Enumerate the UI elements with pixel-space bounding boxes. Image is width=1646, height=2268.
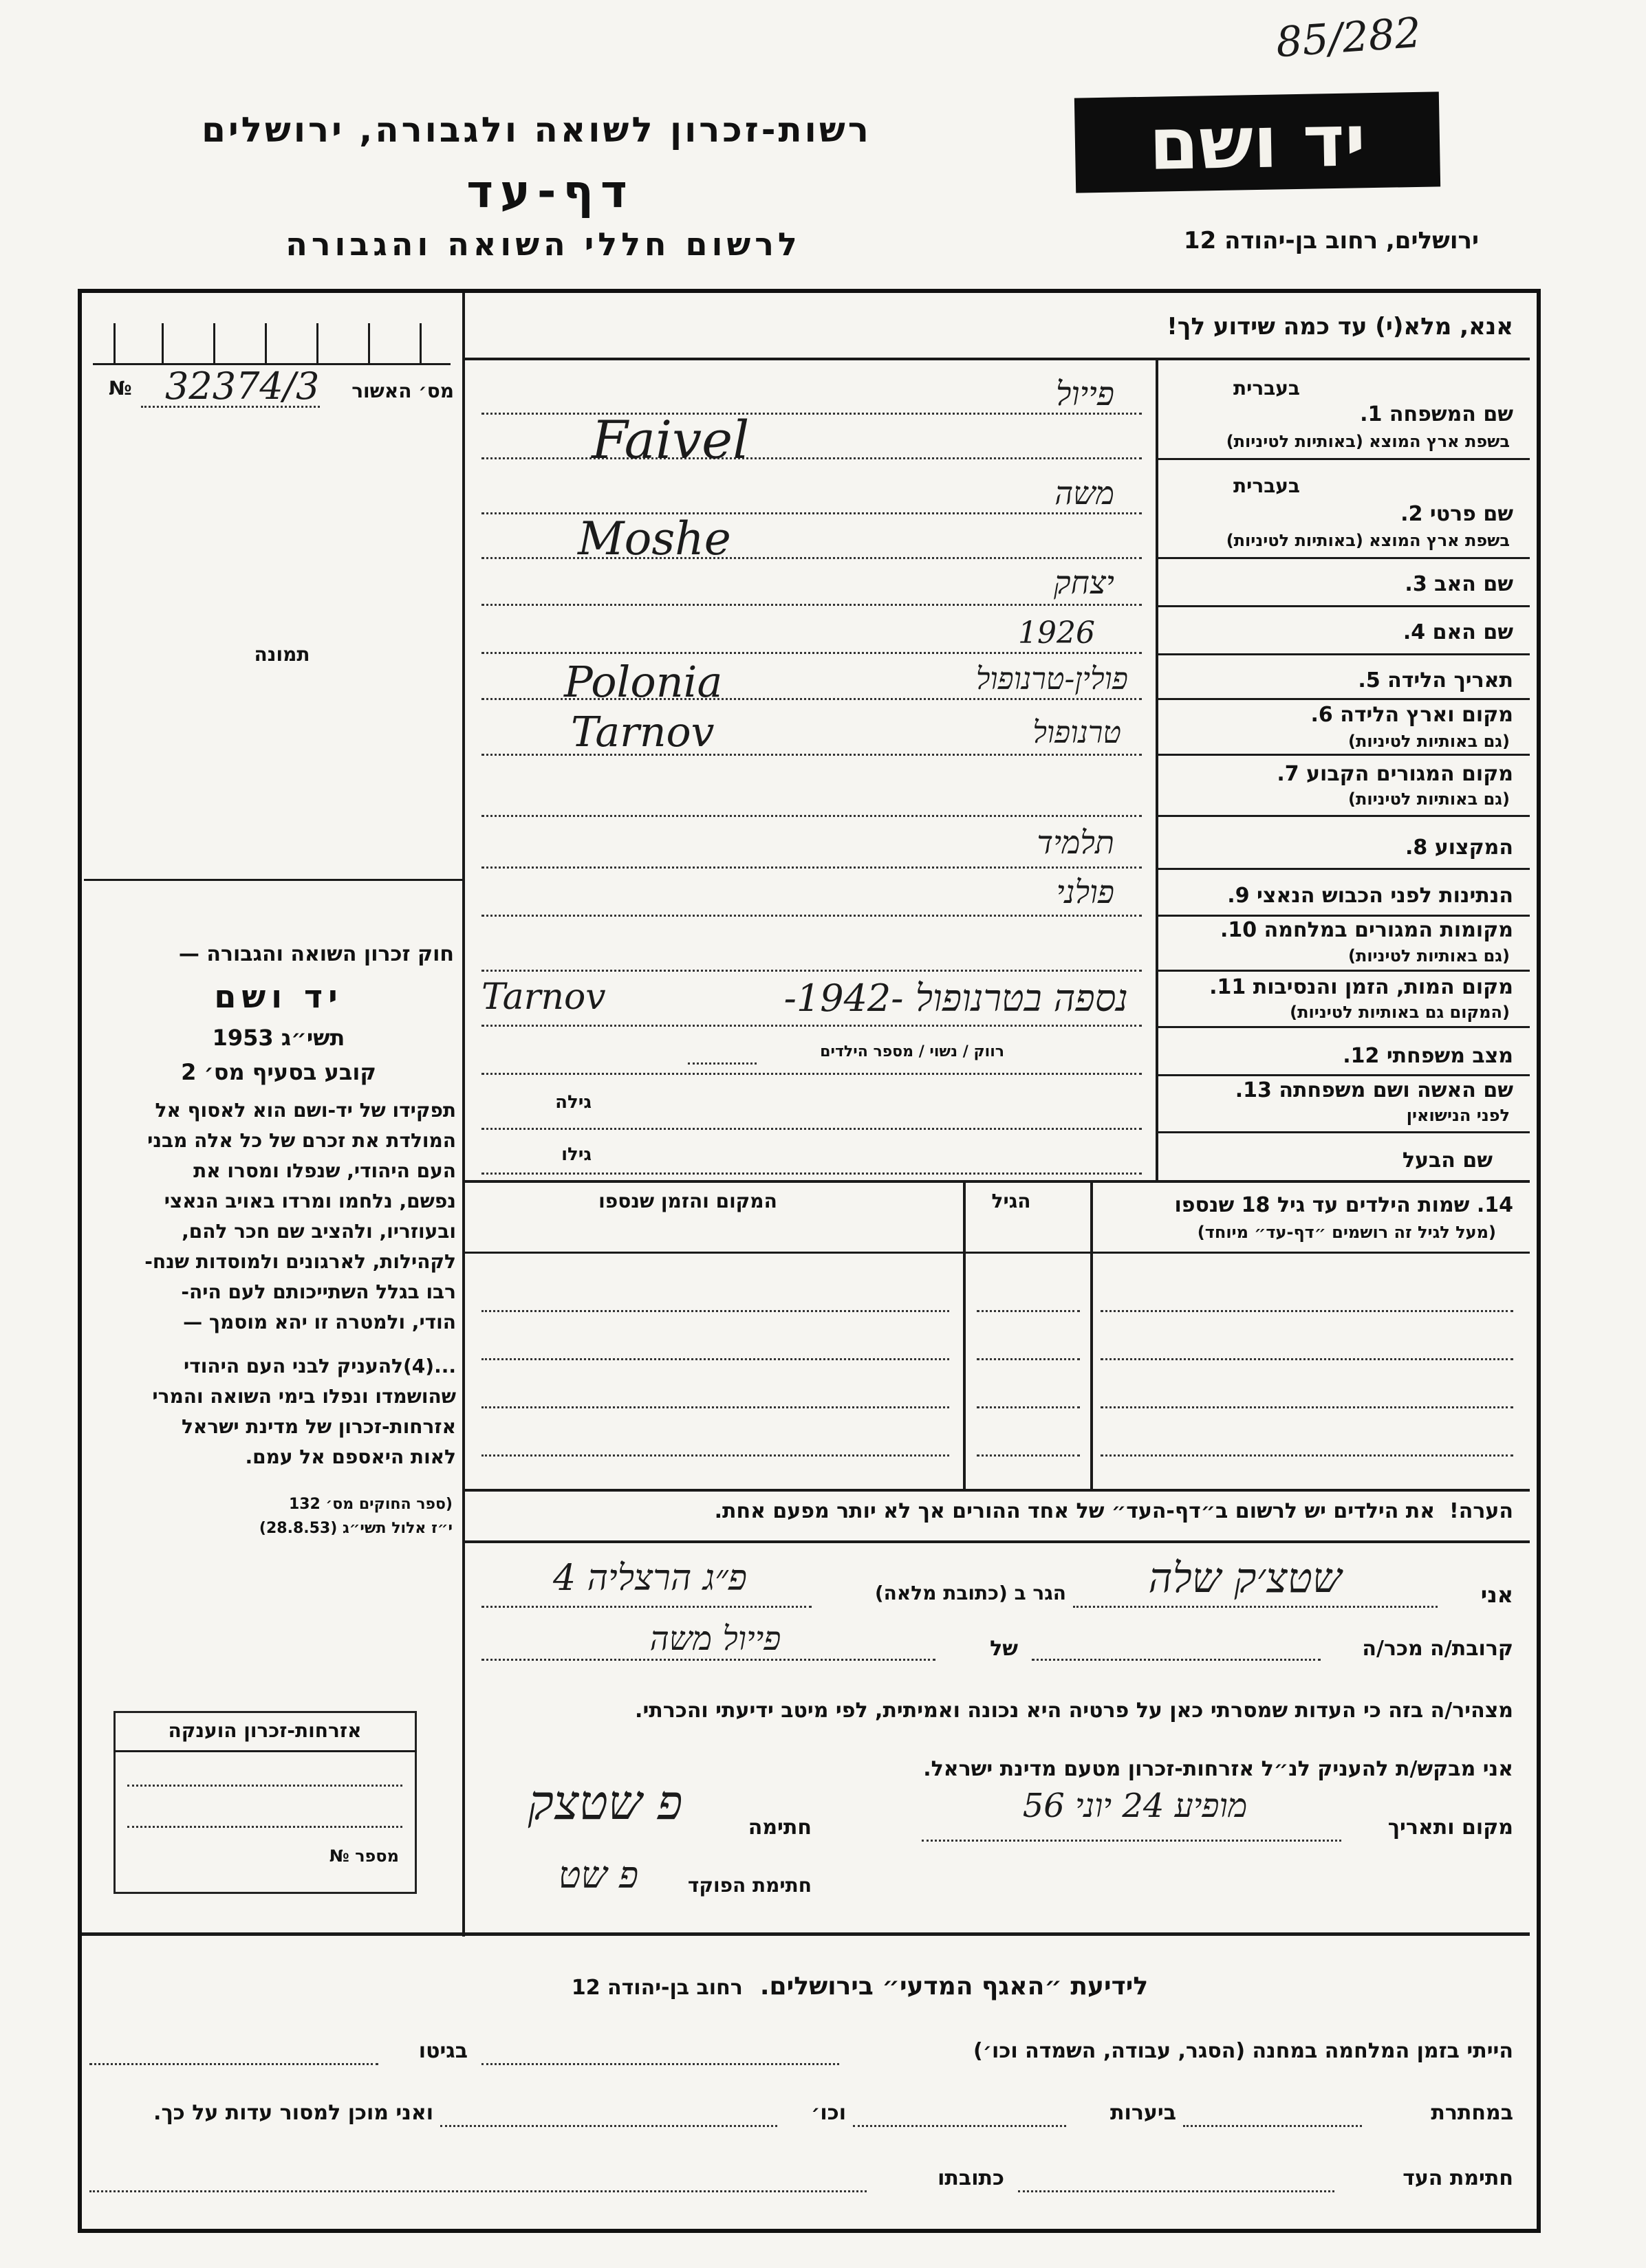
photo-label: תמונה <box>254 643 310 666</box>
law-title: חוק זכרון השואה והגבורה — <box>178 942 454 966</box>
value-birth-place-latin: Tarnov <box>571 708 715 756</box>
field-label-mother-name: שם האם 4. <box>1403 620 1513 644</box>
value-family-name-latin: Faivel <box>592 409 750 470</box>
law-line: שהושמדו ונפלו בימי השואה והמרי <box>152 1385 456 1408</box>
citizenship-box-number: מספר № <box>329 1846 399 1866</box>
value-profession: תלמיד <box>1037 824 1114 861</box>
victim-name: פייול משה <box>649 1620 781 1658</box>
field-label-birth-date: תאריך הלידה 5. <box>1358 668 1513 693</box>
of-label: של <box>990 1637 1018 1661</box>
file-number: 85/282 <box>1274 8 1423 67</box>
law-name: יד ושם <box>214 978 343 1015</box>
citizenship-box-title: אזרחות-זכרון הוענקה <box>168 1719 362 1742</box>
law-line: נפשם, נלחמו ומרדו באויב הנאצי <box>164 1190 456 1212</box>
citizenship-request: אני מבקש/ת להעניק לנ״ל אזרחות-זכרון מטעם מדינת ישראל. <box>923 1757 1513 1781</box>
witness-signature: פ שטצק <box>528 1774 683 1831</box>
husband-age-label: גילו <box>561 1144 592 1165</box>
relative-label: קרובת/ה מכר/ה <box>1362 1637 1513 1661</box>
value-death-place: נספה בטרנופול -1942- <box>783 977 1128 1020</box>
law-line: הודי, ולמטרה זו יהא מוסמך — <box>183 1311 456 1333</box>
footer-forests-label: ביערות <box>1110 2101 1176 2125</box>
value-birth-place: טרנופול <box>1032 715 1121 750</box>
field-label-husband-name: שם הבעל <box>1402 1148 1493 1173</box>
law-line: אזרחות-זכרון של מדינת ישראל <box>181 1415 456 1438</box>
authority-title: רשות-זכרון לשואה ולגבורה, ירושלים <box>202 110 871 150</box>
value-birth-date-latin: Polonia <box>564 657 723 707</box>
footer-witness-signature-label: חתימת העד <box>1403 2166 1513 2190</box>
yad-vashem-logo <box>1074 91 1440 193</box>
declaration-statement: מצהיר/ה בזה כי העדות שמסרתי כאן על פרטיה היא נכונה ואמיתית, לפי מיטב ידיעתי והכרתי. <box>635 1699 1513 1723</box>
law-line: ובעוזריו, ולהציב שם חכר להם, <box>182 1220 456 1243</box>
children-note: (מעל לגיל זה רושמים ״דף-עד״ מיוחד) <box>1197 1223 1496 1242</box>
field-label-wartime-residence: מקומות המגורים במלחמה 10. <box>1220 918 1513 942</box>
witness-name: שטצ׳ק שלה <box>1148 1554 1342 1602</box>
marital-options: רווק / נשוי / מספר הילדים <box>820 1043 1004 1060</box>
field-label-citizenship: הנתינות לפני הכבוש הנאצי 9. <box>1227 884 1513 908</box>
officer-signature: פ שט <box>558 1853 639 1897</box>
value-father-name: יצחק <box>1053 564 1114 601</box>
law-line: העם היהודי, שנפלו ומסרו את <box>193 1159 456 1182</box>
footer-camp-text: הייתי בזמן המלחמה במחנה (הסגר, עבודה, השמדה וכו׳) <box>973 2039 1513 2063</box>
field-label-marital-status: מצב משפחתי 12. <box>1343 1044 1513 1068</box>
form-subtitle: לרשום חללי השואה והגבורה <box>285 226 801 263</box>
note-text: הערה! את הילדים יש לרשום ב״דף-העד״ של אחד ההורים אך לא יותר מפעם אחת. <box>714 1499 1513 1523</box>
field-label-wife-name: שם האשה ושם משפחתה 13. <box>1235 1078 1513 1102</box>
field-label-death-place: מקום המות, הזמן והנסיבות 11. <box>1209 975 1513 999</box>
value-first-name-hebrew: משה <box>1054 475 1114 512</box>
approval-tick-boxes <box>93 316 451 366</box>
witness-address: פ״ג הרצליה 4 <box>553 1558 747 1599</box>
field-label-profession: המקצוע 8. <box>1405 836 1513 860</box>
residing-label: הגר ב (כתובת מלאה) <box>874 1582 1066 1604</box>
law-section: קובע בסעיף מס׳ 2 <box>181 1059 376 1085</box>
law-line: המולדת את זכרם של כל אלה מבני <box>147 1129 456 1152</box>
footer-ready-text: ואני מוכן למסור עדות על כך. <box>153 2101 433 2125</box>
law-line: רבו בגלל השתייכותם לעם היה- <box>181 1280 456 1303</box>
law-line: לאות היאספם אל עמם. <box>245 1446 456 1468</box>
place-date-label: מקום ותאריך <box>1387 1816 1513 1840</box>
value-mother-name: 1926 <box>1018 615 1095 651</box>
place-date-value: מופיע 24 יוני 56 <box>1022 1787 1248 1825</box>
wife-age-label: גילה <box>555 1092 592 1113</box>
field-label-family-name: שם המשפחה 1. <box>1360 402 1513 426</box>
header-address: ירושלים, רחוב בן-יהודה 12 <box>1183 227 1479 254</box>
children-place-header: המקום והזמן שנספו <box>598 1190 777 1212</box>
value-citizenship: פולני <box>1056 873 1114 911</box>
sidebar-divider <box>462 293 465 1937</box>
law-year: תשי״ג 1953 <box>212 1025 345 1051</box>
officer-signature-label: חתימת הפוקד <box>687 1874 812 1897</box>
label-column-divider <box>1156 360 1158 1182</box>
logo-text: יד ושם <box>1148 98 1367 186</box>
field-label-first-name: שם פרטי 2. <box>1400 502 1513 526</box>
declaration-i-label: אני <box>1480 1582 1513 1608</box>
value-death-place-latin: Tarnov <box>481 977 606 1018</box>
law-line: תפקידו של יד-ושם הוא לאסוף אל <box>155 1099 456 1122</box>
gazette-reference: (ספר החוקים מס׳ 132 <box>288 1496 453 1513</box>
value-first-name-latin: Moshe <box>578 512 731 565</box>
approval-label: מס׳ האשור <box>351 380 454 402</box>
approval-number: 32374/3 <box>165 364 320 408</box>
children-label: 14. שמות הילדים עד גיל 18 שנספו <box>1174 1193 1513 1217</box>
signature-label: חתימה <box>748 1816 812 1840</box>
footer-address-label: כתובתו <box>938 2166 1004 2190</box>
form-instruction: אנא, מלא(י) עד כמה שידוע לך! <box>1167 313 1513 340</box>
footer-ghetto-label: בגיטו <box>418 2039 468 2063</box>
field-label-father-name: שם האב 3. <box>1405 572 1513 596</box>
children-age-header: הגיל <box>991 1190 1031 1212</box>
footer-notice: לידיעת ״האגף המדעי״ בירושלים. רחוב בן-יהודה 12 <box>571 1972 1149 2000</box>
form-title: דף-עד <box>466 165 634 218</box>
field-label-birth-place: מקום וארץ הלידה 6. <box>1310 703 1513 727</box>
photo-area-bottom <box>84 879 464 881</box>
footer-underground-label: במחתרת <box>1431 2101 1513 2125</box>
gazette-date: י״ז אלול תשי״ג (28.8.53) <box>259 1520 453 1537</box>
field-label-residence: מקום המגורים הקבוע 7. <box>1277 762 1513 786</box>
law-line: ...(4)להעניק לבני העם היהודי <box>184 1355 456 1377</box>
value-birth-date: פולין-טרנופול <box>975 662 1128 697</box>
value-family-name-hebrew: פייול <box>1055 375 1114 413</box>
footer-etc-label: וכו׳ <box>811 2101 846 2125</box>
law-line: לקהילות, לארגונים ולמוסדות שנח- <box>144 1250 456 1273</box>
approval-number-sign: № <box>109 377 132 400</box>
approval-number-line <box>141 406 320 408</box>
